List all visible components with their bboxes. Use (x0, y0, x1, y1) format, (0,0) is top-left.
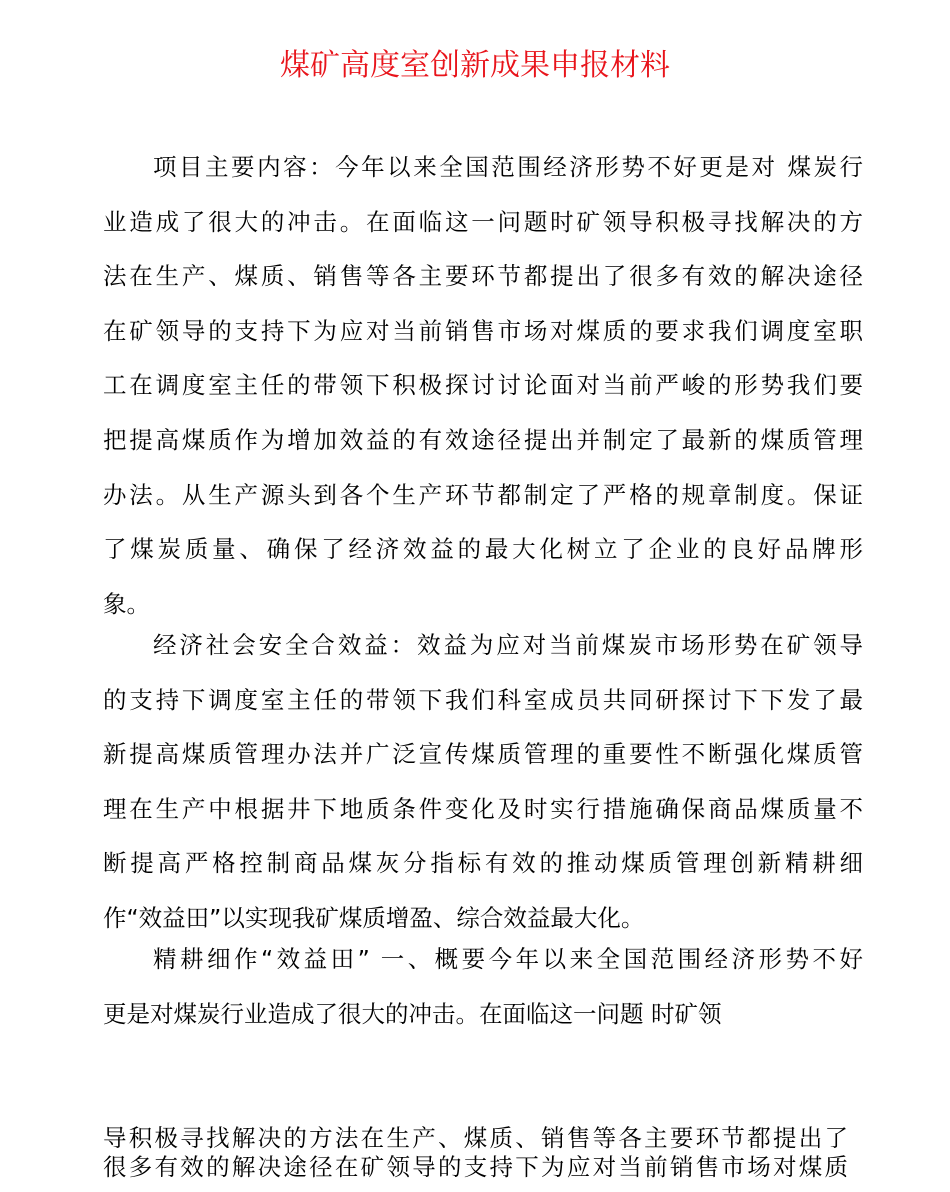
text-line: 新提高煤质管理办法并广泛宣传煤质管理的重要性不断强化煤质管 (103, 740, 863, 769)
page-continuation-text (103, 1124, 848, 1182)
text-line: 很多有效的解决途径在矿领导的支持下为应对当前销售市场对煤质 (103, 1153, 848, 1181)
paragraph-project-content (103, 140, 863, 631)
text-line: 项目主要内容：今年以来全国范围经济形势不好更是对 煤炭行 (153, 153, 863, 181)
text-line: 象。 (103, 589, 150, 618)
paragraph-economic-benefit (103, 618, 863, 946)
text-line: 作“效益田”以实现我矿煤质增盈、综合效益最大化。 (103, 903, 645, 932)
text-line: 的支持下调度室主任的带领下我们科室成员共同研探讨下下发了最 (103, 685, 863, 714)
text-line: 理在生产中根据井下地质条件变化及时实行措施确保商品煤质量不 (103, 794, 863, 823)
paragraph-summary (103, 932, 863, 1041)
text-line: 经济社会安全合效益：效益为应对当前煤炭市场形势在矿领导 (153, 631, 863, 659)
text-line: 工在调度室主任的带领下积极探讨讨论面对当前严峻的形势我们要 (103, 371, 863, 400)
text-line: 断提高严格控制商品煤灰分指标有效的推动煤质管理创新精耕细 (103, 849, 863, 878)
text-line: 把提高煤质作为增加效益的有效途径提出并制定了最新的煤质管理 (103, 425, 863, 454)
text-line: 了煤炭质量、确保了经济效益的最大化树立了企业的良好品牌形 (103, 535, 863, 564)
text-line: 导积极寻找解决的方法在生产、煤质、销售等各主要环节都提出了 (103, 1124, 848, 1152)
document-title: 煤矿高度室创新成果申报材料 (280, 48, 670, 83)
text-line: 在矿领导的支持下为应对当前销售市场对煤质的要求我们调度室职 (103, 316, 863, 345)
text-line: 法在生产、煤质、销售等各主要环节都提出了很多有效的解决途径 (103, 262, 863, 291)
text-line: 更是对煤炭行业造成了很大的冲击。在面临这一问题 时矿领 (103, 999, 722, 1028)
text-line: 办法。从生产源头到各个生产环节都制定了严格的规章制度。保证 (103, 480, 863, 509)
text-line: 精耕细作“效益田” 一、概要今年以来全国范围经济形势不好 (153, 945, 863, 973)
text-line: 业造成了很大的冲击。在面临这一问题时矿领导积极寻找解决的方 (103, 207, 863, 236)
